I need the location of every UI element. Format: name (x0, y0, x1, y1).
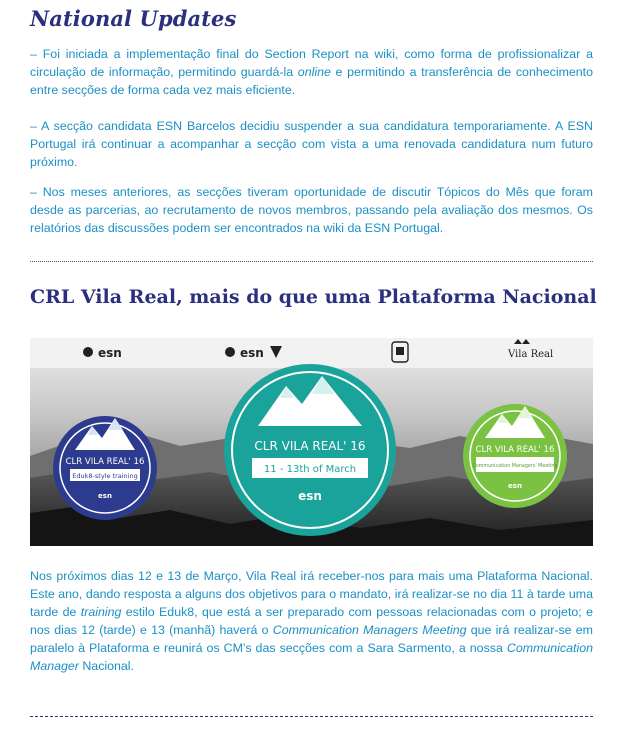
section-divider-bottom (30, 716, 593, 717)
badge-title: CLR VILA REAL' 16 (254, 439, 366, 453)
badge-eduk8-training (53, 416, 157, 520)
section-title-crl-vila-real: CRL Vila Real, mais do que uma Plataforma Nacional (30, 286, 597, 308)
update-paragraph-topics: – Nos meses anteriores, as secções tiveram oportunidade de discutir Tópicos do Mês que foram desde as parcerias, ao recrutamento de novos membros, passando pela avaliação dos mesmos. Os relatórios das discussões podem ser encontrados na wiki da ESN Portugal. (30, 185, 593, 235)
badge-dates: 11 - 13th of March (263, 464, 357, 475)
section-title-national-updates: National Updates (30, 6, 237, 31)
update-paragraph-barcelos: – A secção candidata ESN Barcelos decidiu suspender a sua candidatura temporariamente. A ESN Portugal irá continuar a acompanhar a secção com vista a uma renovada candidatura num futuro próximo. (30, 119, 593, 169)
update-paragraph-section-report: – Foi iniciada a implementação final do Section Report na wiki, como forma de profissionalizar a circulação de informação, permitindo guardá-la online e permitindo a transferência de conhecimento entre secções de forma cada vez mais eficiente. (30, 47, 594, 97)
event-banner (30, 338, 593, 546)
emphasis-communication-manager: Communication Manager (30, 641, 593, 673)
badge-subtitle: Eduk8-style training (72, 472, 138, 480)
emphasis-online: online (297, 65, 331, 79)
badge-subtitle: Communication Managers' Meeting (472, 464, 558, 469)
section-divider (30, 261, 593, 262)
badge-esn-mark: esn (298, 489, 322, 503)
badge-esn-mark: esn (508, 482, 522, 490)
badge-communication-managers-meeting (463, 404, 567, 508)
emphasis-communication-managers-meeting: Communication Managers Meeting (272, 623, 467, 637)
badge-title: CLR VILA REAL' 16 (475, 445, 555, 455)
badge-clr-vila-real-main (224, 364, 396, 536)
badge-esn-mark: esn (98, 492, 112, 500)
vila-real-logo-text: Vila Real (508, 349, 554, 360)
crl-description-paragraph: Nos próximos dias 12 e 13 de Março, Vila Real irá receber-nos para mais uma Plataforma Nacional. Este ano, dando resposta a alguns dos objetivos para o mandato, irá realizar-se no dia 11 à tarde uma tarde de training estilo Eduk8, que está a ser preparado com pessoas relacionadas com o projeto; e nos dias 12 (tarde) e 13 (manhã) haverá o Communication Managers Meeting que irá realizar-se em paralelo à Plataforma e reunirá os CM's das secções com a Sara Sarmento, a nossa Communication Manager Nacional. (30, 569, 593, 673)
esn-logo-text: esn (98, 346, 122, 360)
esn-utad-logo-text: esn (240, 346, 264, 360)
badge-title: CLR VILA REAL' 16 (65, 457, 145, 467)
emphasis-training: training (80, 605, 122, 619)
